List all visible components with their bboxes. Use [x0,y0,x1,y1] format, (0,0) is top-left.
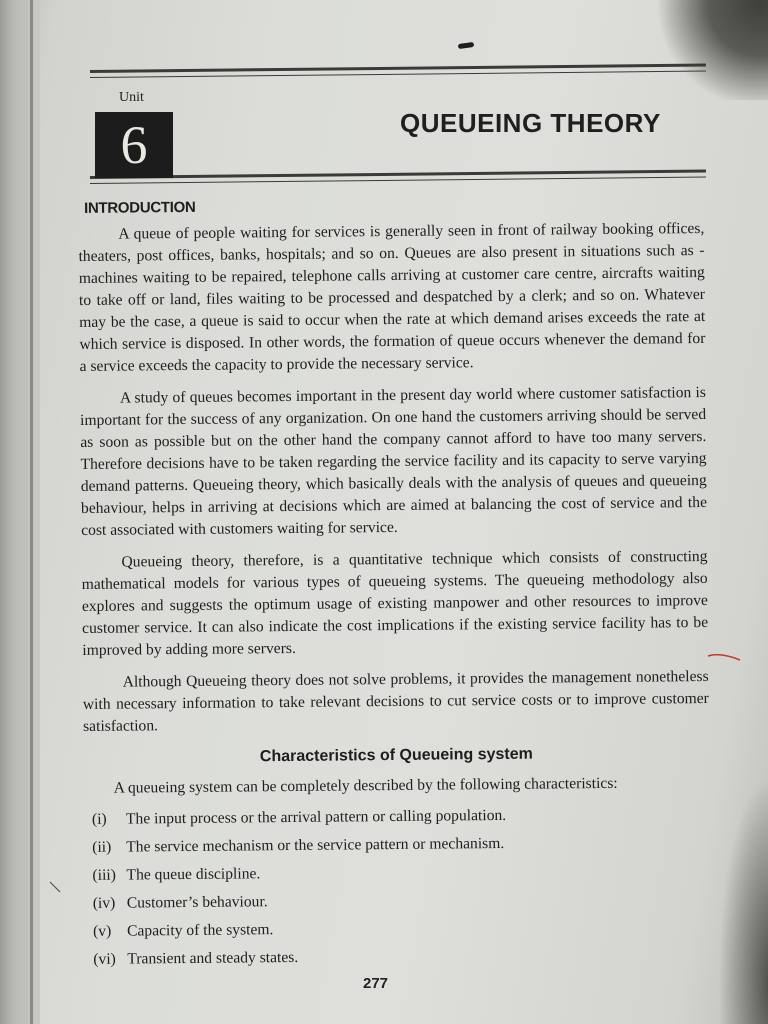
list-item-text: The service mechanism or the service pattern or mechanism. [126,834,505,856]
unit-number: 6 [120,115,148,175]
list-item-text: The input process or the arrival pattern or calling population. [125,806,507,828]
page-content [78,192,711,974]
ink-mark [458,42,475,49]
list-item-number: (vi) [93,950,116,968]
list-item-number: (v) [92,922,112,940]
chapter-title: QUEUEING THEORY [400,108,661,138]
paragraph: A queue of people waiting for services is generally seen in front of railway booking offices, theaters, post offices, banks, hospitals; and so on. Queues are also present in situations such as - machines waiting to be repaired, telephone calls arriving at customer care centre, aircrafts waiting to take off or land, files waiting to be processed and despatched by a clerk; and so on. Whatever may be the case, a queue is said to occur when the rate at which demand arises exceeds the rate at which service is disposed. In other words, the formation of queue occurs whenever the demand for a service exceeds the capacity to provide the necessary service. [78,219,706,375]
unit-badge [95,88,175,178]
unit-label: Unit [119,90,144,105]
list-item-text: Transient and steady states. [127,948,299,968]
list-item [93,940,711,974]
corner-shadow [648,0,768,100]
intro-heading: INTRODUCTION [84,198,196,217]
red-pen-mark [706,650,742,664]
paragraph: Although Queueing theory does not solve problems, it provides the management nonetheless with necessary information to take relevant decisions to cut service costs or to improve customer satisfaction. [82,667,709,735]
list-item-text: Capacity of the system. [126,921,274,940]
pencil-mark [48,880,72,898]
list-item-number: (ii) [92,838,112,856]
paragraph: A study of queues becomes important in the present day world where customer satisfaction is important for the success of any organization. On one hand the customers arriving should be served as soon as possible but on the other hand the company cannot afford to have too many servers. Therefore decisions have to be taken regarding the service facility and its capacity to serve varying demand patterns. Queueing theory, which basically deals with the analysis of queues and queueing behaviour, helps in arriving at decisions which are aimed at balancing the cost of service and the cost associated with customers waiting for service. [80,383,708,539]
list-item-number: (i) [91,810,107,828]
list-item-text: The queue discipline. [126,865,261,884]
list-item-number: (iv) [92,894,116,912]
unit-number-box [95,112,173,178]
list-item-number: (iii) [92,866,116,884]
spine-fold [30,0,33,1024]
characteristics-list [84,800,712,974]
list-item-text: Customer’s behaviour. [126,893,268,912]
characteristics-intro: A queueing system can be completely described by the following characteristics: [113,774,618,797]
edge-shadow [718,774,768,1024]
section-heading: Characteristics of Queueing system [259,745,533,766]
page-number: 277 [363,975,389,992]
page-spine [0,0,40,1024]
paragraph: Queueing theory, therefore, is a quantitative technique which consists of constructing mathematical models for various types of queueing systems. The queueing methodology also explores and suggests the optimum usage of existing manpower and other resources to improve customer service. It can also indicate the cost implications if the existing service facility has to be improved by adding more servers. [81,547,709,659]
